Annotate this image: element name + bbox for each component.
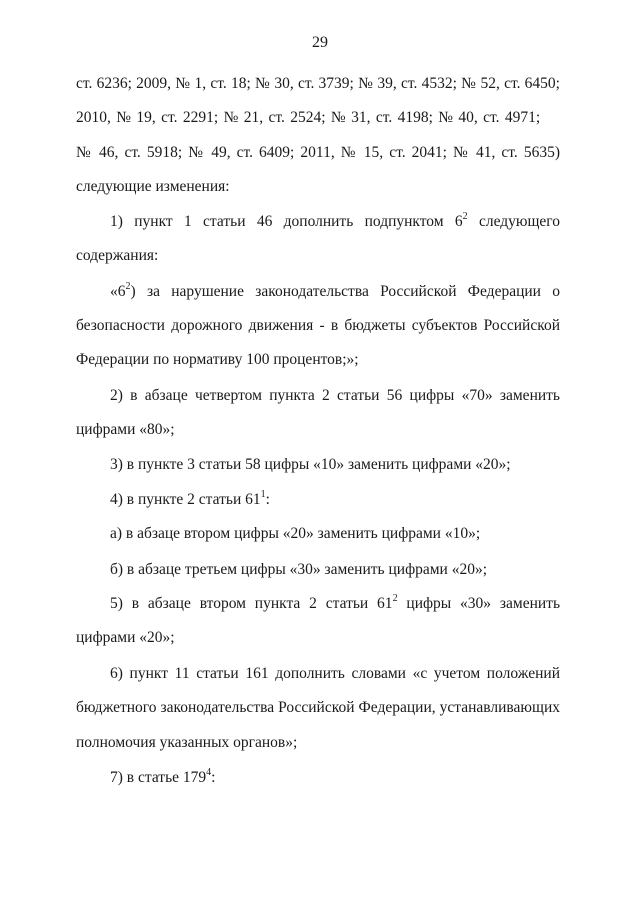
paragraph-item-1-line-2: содержания:	[76, 247, 159, 264]
paragraph-item-3: 3) в пункте 3 статьи 58 цифры «10» заменить цифрами «20»;	[110, 456, 511, 473]
paragraph-item-2-line-1: 2) в абзаце четвертом пункта 2 статьи 56 цифры «70» заменить	[110, 387, 560, 404]
page-number: 29	[312, 34, 328, 51]
text-line: следующие изменения:	[76, 178, 230, 195]
text-line: ст. 6236; 2009, № 1, ст. 18; № 30, ст. 3739; № 39, ст. 4532; № 52, ст. 6450;	[76, 75, 560, 92]
paragraph-item-5-line-2: цифрами «20»;	[76, 629, 175, 646]
paragraph-item-6-line-3: полномочия указанных органов»;	[76, 734, 298, 751]
paragraph-item-7: 7) в статье $179^4$:	[110, 766, 216, 786]
quote-line-3: Федерации по нормативу 100 процентов;»;	[76, 351, 359, 368]
text-line: 2010, № 19, ст. 2291; № 21, ст. 2524; № 31, ст. 4198; № 40, ст. 4971;	[76, 109, 541, 126]
quote-line-2: безопасности дорожного движения - в бюджеты субъектов Российской	[76, 317, 560, 334]
quote-line-1: «$6^2$) за нарушение законодательства Российской Федерации о	[110, 280, 560, 300]
paragraph-item-2-line-2: цифрами «80»;	[76, 421, 175, 438]
paragraph-item-6-line-1: 6) пункт 11 статьи 161 дополнить словами «с учетом положений	[110, 665, 560, 682]
subitem-b: б) в абзаце третьем цифры «30» заменить цифрами «20»;	[110, 561, 488, 578]
subitem-a: а) в абзаце втором цифры «20» заменить цифрами «10»;	[110, 525, 481, 542]
paragraph-item-4: 4) в пункте 2 статьи $61^1$:	[110, 488, 270, 508]
paragraph-item-1-line-1: 1) пункт 1 статьи 46 дополнить подпунктом $6^2$ следующего	[110, 210, 560, 230]
paragraph-item-5-line-1: 5) в абзаце втором пункта 2 статьи $61^2$ цифры «30» заменить	[110, 592, 561, 612]
text-line: № 46, ст. 5918; № 49, ст. 6409; 2011, № 15, ст. 2041; № 41, ст. 5635)	[76, 144, 560, 161]
paragraph-item-6-line-2: бюджетного законодательства Российской Федерации, устанавливающих	[76, 699, 560, 716]
